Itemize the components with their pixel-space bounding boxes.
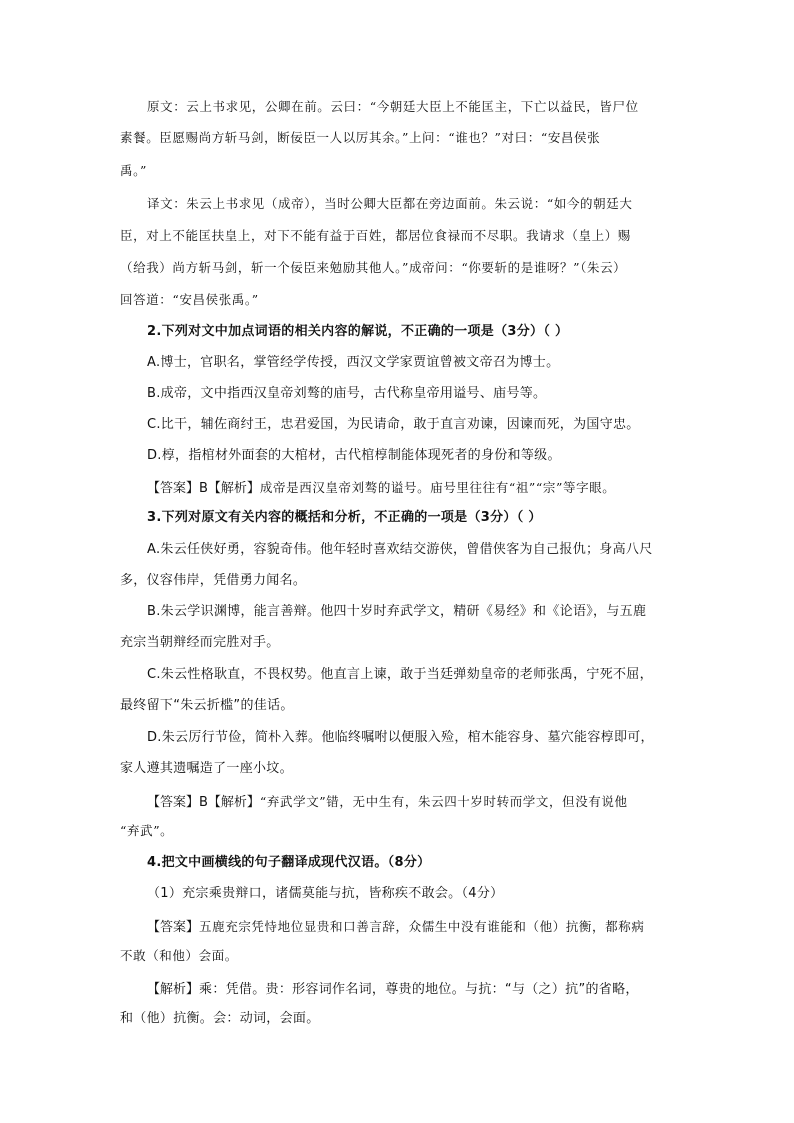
answer-explanation-cont: “弃武”。 xyxy=(120,823,174,838)
q3-option-c: C.朱云性格耿直，不畏权势。他直言上谏，敢于当廷弹劾皇帝的老师张禹，宁死不屈， xyxy=(147,667,653,682)
q4-analysis xyxy=(147,981,639,997)
q3-option-d-cont: 家人遵其遗嘱造了一座小坟。 xyxy=(120,761,293,776)
translation-line: 臣，对上不能匡扶皇上，对下不能有益于百姓，都居位食禄而不尽职。我请求（皇上）赐 xyxy=(120,228,631,243)
original-text-line: 禹。” xyxy=(120,163,147,178)
analysis-tag: 【解析】 xyxy=(147,982,200,997)
q3-option-a-cont: 多，仪容伟岸，凭借勇力闻名。 xyxy=(120,573,307,588)
q2-option-c: C.比干，辅佐商纣王，忠君爱国，为民请命，敢于直言劝谏，因谏而死，为国守忠。 xyxy=(147,417,640,432)
answer-text-cont: 不敢（和他）会面。 xyxy=(120,948,238,963)
question-4-title: 4.把文中画横线的句子翻译成现代汉语。（8分） xyxy=(147,855,431,870)
answer-explanation: 成帝是西汉皇帝刘骜的谥号。庙号里往往有“祖”“宗”等字眼。 xyxy=(259,480,616,495)
q3-option-d: D.朱云厉行节俭，简朴入葬。他临终嘱咐以便服入殓，棺木能容身、墓穴能容椁即可， xyxy=(147,730,654,745)
answer-tag: 【答案】 xyxy=(147,920,200,935)
q3-option-b-cont: 充宗当朝辩经而完胜对手。 xyxy=(120,635,280,650)
original-text-line: 原文：云上书求见，公卿在前。云曰：“今朝廷大臣上不能匡主，下亡以益民，皆尸位 xyxy=(147,99,639,114)
q3-option-a: A.朱云任侠好勇，容貌奇伟。他年轻时喜欢结交游侠，曾借侠客为自己报仇；身高八尺 xyxy=(147,542,653,557)
translation-line: 译文：朱云上书求见（成帝），当时公卿大臣都在旁边面前。朱云说：“如今的朝廷大 xyxy=(147,196,633,211)
answer-tag: 【答案】B【解析】 xyxy=(147,795,260,810)
q3-option-b: B.朱云学识渊博，能言善辩。他四十岁时弃武学文，精研《易经》和《论语》，与五鹿 xyxy=(147,604,647,619)
q3-answer xyxy=(147,794,628,810)
question-2-title: 2.下列对文中加点词语的相关内容的解说，不正确的一项是（3分）（ ） xyxy=(147,324,569,339)
answer-explanation: “弃武学文”错，无中生有，朱云四十岁时转而学文，但没有说他 xyxy=(259,794,628,809)
original-text-line: 素餐。臣愿赐尚方斩马剑，断佞臣一人以厉其余。”上问：“谁也？”对曰：“安昌侯张 xyxy=(120,130,601,145)
analysis-text-cont: 和（他）抗衡。会：动词，会面。 xyxy=(120,1011,320,1026)
q2-option-a: A.博士，官职名，掌管经学传授，西汉文学家贾谊曾被文帝召为博士。 xyxy=(147,355,560,370)
answer-text: 五鹿充宗凭恃地位显贵和口善言辞，众儒生中没有谁能和（他）抗衡，都称病 xyxy=(199,919,645,934)
q3-option-c-cont: 最终留下“朱云折槛”的佳话。 xyxy=(120,698,294,713)
translation-line: （给我）尚方斩马剑，斩一个佞臣来勉励其他人。”成帝问：“你要斩的是谁呀？”（朱云） xyxy=(120,260,627,275)
q2-option-b: B.成帝，文中指西汉皇帝刘骜的庙号，古代称皇帝用谥号、庙号等。 xyxy=(147,386,547,401)
q4-subquestion-1: （1）充宗乘贵辩口，诸儒莫能与抗，皆称疾不敢会。（4分） xyxy=(147,886,504,901)
answer-tag: 【答案】B【解析】 xyxy=(147,481,260,496)
question-3-title: 3.下列对原文有关内容的概括和分析，不正确的一项是（3分）（ ） xyxy=(147,510,542,525)
analysis-text: 乘：凭借。贵：形容词作名词，尊贵的地位。与抗：“与（之）抗”的省略， xyxy=(199,982,639,997)
translation-line: 回答道：“安昌侯张禹。” xyxy=(120,292,259,307)
q2-answer xyxy=(147,480,615,496)
q2-option-d: D.椁，指棺材外面套的大棺材，古代棺椁制能体现死者的身份和等级。 xyxy=(147,448,561,463)
q4-answer xyxy=(147,919,644,935)
